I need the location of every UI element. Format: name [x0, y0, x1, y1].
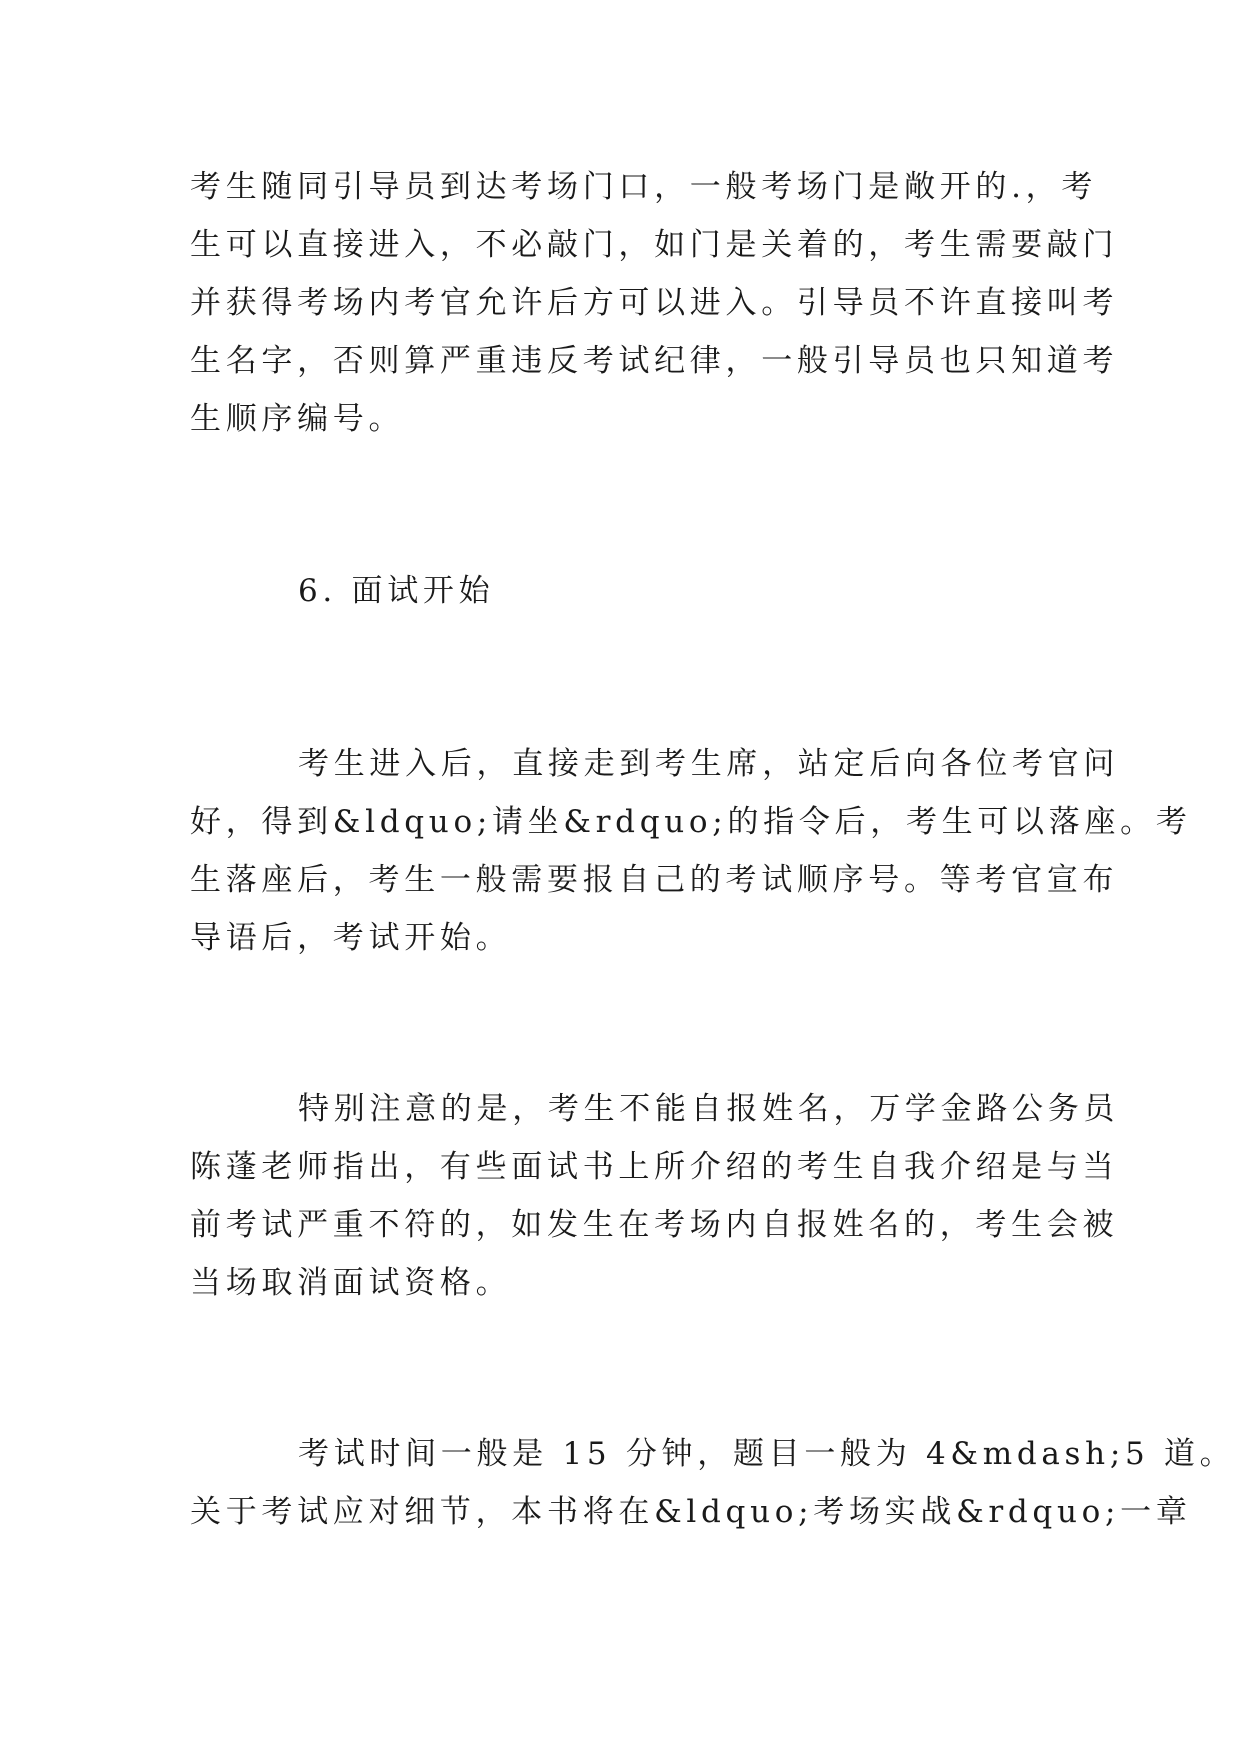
paragraph-line: 前考试严重不符的，如发生在考场内自报姓名的，考生会被: [190, 1207, 1119, 1243]
paragraph-line: 考生随同引导员到达考场门口，一般考场门是敞开的.，考: [190, 169, 1098, 205]
section-heading-text: 6. 面试开始: [298, 573, 495, 609]
paragraph-line: 生可以直接进入，不必敲门，如门是关着的，考生需要敲门: [190, 227, 1119, 263]
paragraph-line: 考生进入后，直接走到考生席，站定后向各位考官问: [298, 746, 1120, 782]
paragraph-line: 生名字，否则算严重违反考试纪律，一般引导员也只知道考: [190, 343, 1119, 379]
paragraph-line: 并获得考场内考官允许后方可以进入。引导员不许直接叫考: [190, 285, 1119, 321]
paragraph-line: 导语后，考试开始。: [190, 920, 512, 956]
paragraph-line: 生顺序编号。: [190, 401, 405, 437]
paragraph-line: 特别注意的是，考生不能自报姓名，万学金路公务员: [298, 1091, 1120, 1127]
paragraph-line: 好，得到&ldquo;请坐&rdquo;的指令后，考生可以落座。考: [190, 804, 1192, 840]
paragraph-line: 关于考试应对细节，本书将在&ldquo;考场实战&rdquo;一章: [190, 1494, 1192, 1530]
paragraph-line: 生落座后，考生一般需要报自己的考试顺序号。等考官宣布: [190, 862, 1119, 898]
paragraph-line: 考试时间一般是 15 分钟，题目一般为 4&mdash;5 道。: [298, 1436, 1236, 1472]
paragraph-line: 当场取消面试资格。: [190, 1265, 512, 1301]
paragraph-line: 陈蓬老师指出，有些面试书上所介绍的考生自我介绍是与当: [190, 1149, 1119, 1185]
